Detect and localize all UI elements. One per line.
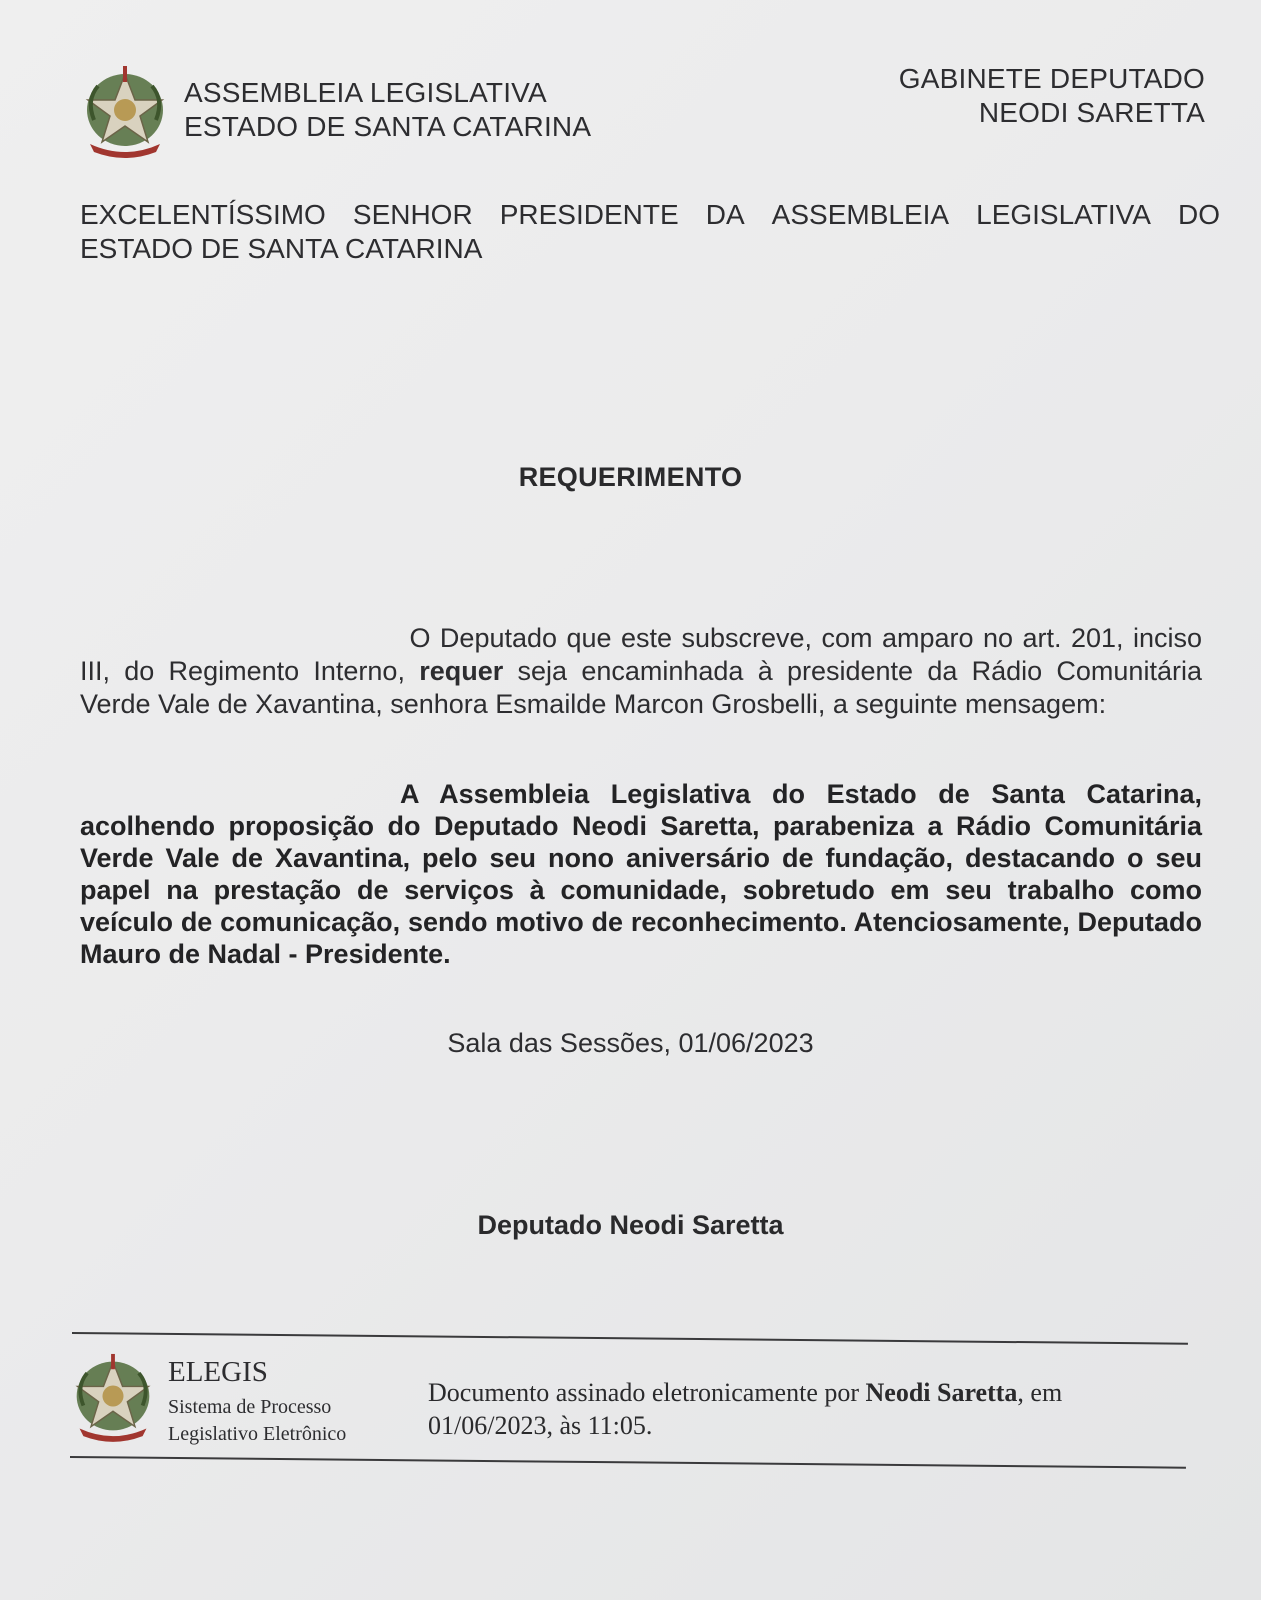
addressee-word: DA: [705, 199, 745, 230]
request-text-start: O Deputado que este subscreve, com amparo no art. 201, inciso III, do Regimento Interno,: [80, 623, 1202, 686]
signature-note-end: , em 01/06/2023, às 11:05.: [428, 1378, 1063, 1440]
office-header: [899, 62, 1205, 130]
addressee-word: PRESIDENTE: [499, 199, 679, 230]
addressee-line-1: [80, 198, 1220, 232]
elegis-crest-icon: [70, 1348, 156, 1444]
addressee-word: LEGISLATIVA: [976, 199, 1151, 230]
footer-bottom-rule: [70, 1456, 1186, 1469]
addressee-line-2: ESTADO DE SANTA CATARINA: [80, 233, 483, 264]
assembly-header: [184, 76, 591, 144]
elegis-system-name: ELEGIS: [168, 1356, 268, 1388]
elegis-line-1: Sistema de Processo: [168, 1396, 332, 1418]
addressee-word: SENHOR: [352, 199, 473, 230]
document-title: REQUERIMENTO: [518, 462, 743, 492]
elegis-line-2: Legislativo Eletrônico: [168, 1423, 347, 1445]
electronic-signature-note: [428, 1376, 1168, 1442]
request-verb: requer: [419, 656, 504, 686]
footer-top-rule: [72, 1332, 1188, 1345]
deputy-name: NEODI SARETTA: [978, 97, 1205, 128]
request-paragraph: [80, 622, 1202, 721]
message-text: A Assembleia Legislativa do Estado de Santa Catarina, acolhendo proposição do Deputado Neodi Saretta, parabeniza a Rádio Comunitária Verde Vale de Xavantina, pelo seu nono aniversário de fundação, destacando o seu papel na prestação de serviços à comunidade, sobretudo em seu trabalho como veículo de comunicação, sendo motivo de reconhecimento. Atenciosamente, Deputado Mauro de Nadal - Presidente.: [80, 779, 1202, 969]
addressee-word: EXCELENTÍSSIMO: [80, 199, 326, 230]
message-paragraph: [80, 778, 1202, 970]
coat-of-arms-icon: [80, 60, 170, 160]
addressee-word: ASSEMBLEIA: [771, 199, 950, 230]
state-name: ESTADO DE SANTA CATARINA: [184, 111, 592, 142]
place-and-date: Sala das Sessões, 01/06/2023: [447, 1028, 814, 1058]
office-label: GABINETE DEPUTADO: [898, 63, 1205, 94]
assembly-name: ASSEMBLEIA LEGISLATIVA: [184, 77, 547, 108]
elegis-system-description: [168, 1394, 346, 1448]
signature-signer-name: Neodi Saretta: [865, 1378, 1018, 1407]
request-text-end: seja encaminhada à presidente da Rádio Comunitária Verde Vale de Xavantina, senhora Esmailde Marcon Grosbelli, a seguinte mensagem:: [80, 656, 1202, 719]
signer-name: Deputado Neodi Saretta: [477, 1210, 784, 1240]
signature-note-start: Documento assinado eletronicamente por: [428, 1378, 860, 1407]
addressee-word: DO: [1177, 199, 1220, 230]
addressee-block: [80, 198, 1220, 266]
